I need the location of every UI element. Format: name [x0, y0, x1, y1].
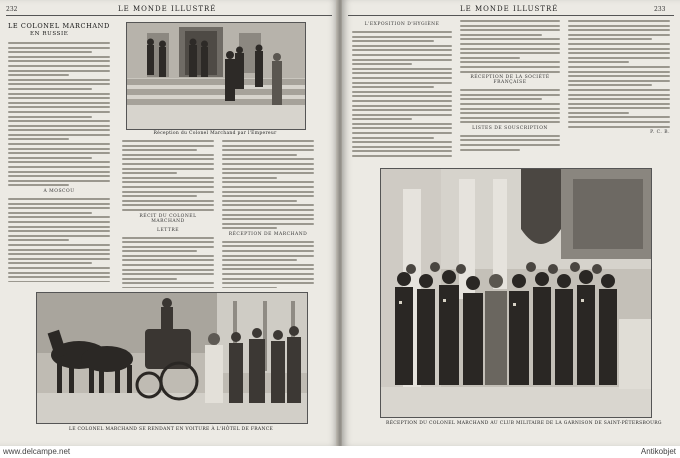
military-club-illustration: [381, 169, 651, 417]
signature: P. C. B.: [650, 130, 670, 136]
seller-name: Antikobjet: [640, 447, 676, 456]
section-heading-reception: RÉCEPTION DE MARCHAND: [228, 231, 308, 237]
footer-bar: [0, 446, 680, 458]
reception-steps-illustration: [127, 23, 305, 129]
section-heading-moscou: A MOSCOU: [43, 189, 75, 194]
carriage-illustration: [37, 293, 307, 423]
right-page-number: 233: [654, 6, 666, 13]
source-url: www.delcampe.net: [3, 447, 71, 456]
section-heading-lettre: LETTRE: [156, 227, 180, 233]
left-page-number: 232: [6, 6, 18, 13]
section-heading-exposition: L'EXPOSITION D'HYGIÈNE: [364, 22, 440, 27]
right-running-title: LE MONDE ILLUSTRÉ: [460, 5, 559, 13]
right-page: [342, 0, 680, 446]
reception-steps-caption: Réception du Colonel Marchand par l'Empereur: [153, 131, 277, 136]
right-column-text: [222, 140, 314, 288]
military-club-caption: RÉCEPTION DU COLONEL MARCHAND AU CLUB MILITAIRE DE LA GARNISON DE SAINT-PÉTERSBOURG: [386, 421, 662, 426]
carriage-caption: LE COLONEL MARCHAND SE RENDANT EN VOITURE À L'HÔTEL DE FRANCE: [68, 427, 274, 432]
right-header-rule: [348, 15, 674, 16]
section-heading-societe: RÉCEPTION DE LA SOCIÉTÉ FRANÇAISE: [470, 75, 550, 86]
left-column-text: [8, 42, 110, 282]
right-col3-text: [568, 20, 670, 160]
left-header-rule: [6, 15, 332, 16]
right-col2-text: [460, 20, 560, 160]
article-title-line1: LE COLONEL MARCHAND: [8, 22, 110, 30]
reception-steps-photo: [126, 22, 306, 130]
section-heading-recit: RÉCIT DU COLONEL MARCHAND: [139, 213, 197, 224]
carriage-photo: [36, 292, 308, 424]
right-col1-text: [352, 20, 452, 160]
article-title-line2: EN RUSSIE: [30, 31, 69, 37]
section-heading-souscription: LISTES DE SOUSCRIPTION: [472, 125, 548, 131]
middle-column-text: [122, 140, 214, 288]
military-club-photo: [380, 168, 652, 418]
left-page: [0, 0, 338, 446]
left-running-title: LE MONDE ILLUSTRÉ: [118, 5, 217, 13]
